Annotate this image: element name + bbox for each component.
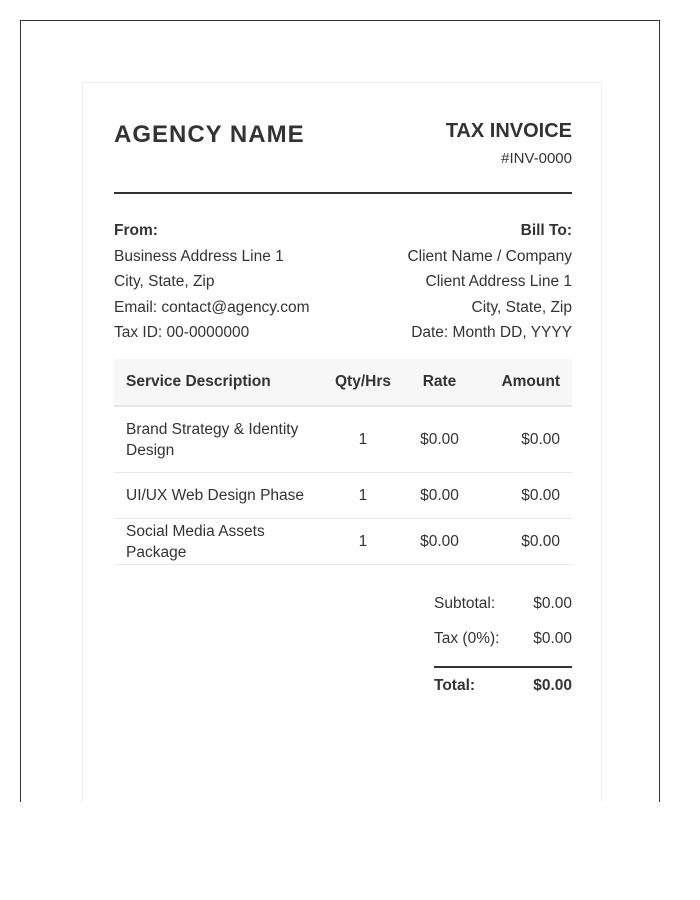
bill-to-address-line: Client Address Line 1 [425,273,572,291]
table-header-row [114,359,572,406]
row-qty: 1 [322,519,405,565]
row-rate: $0.00 [404,519,474,565]
bill-to-city-line: City, State, Zip [471,298,572,316]
subtotal-value: $0.00 [533,595,572,612]
subtotal-label: Subtotal: [434,595,496,612]
row-amount: $0.00 [475,519,572,565]
total-label: Total: [434,677,476,694]
line-items-table [114,359,572,565]
row-qty: 1 [322,406,405,473]
table-row [114,473,572,519]
row-rate: $0.00 [404,473,474,519]
tax-label: Tax (0%): [434,630,500,647]
from-label: From: [114,222,158,239]
bill-to-label: Bill To: [520,222,572,239]
row-amount: $0.00 [475,406,572,473]
document-viewport [20,20,660,802]
row-description: UI/UX Web Design Phase [114,473,322,519]
invoice-header [114,83,572,194]
tax-row [434,619,572,654]
from-address-line: Business Address Line 1 [114,247,284,265]
agency-name: AGENCY NAME [114,121,305,148]
invoice-content [114,83,572,704]
tax-value: $0.00 [533,630,572,647]
subtotal-row [434,584,572,619]
row-description: Brand Strategy & Identity Design [114,406,322,473]
from-block [114,218,310,346]
from-city-line: City, State, Zip [114,273,215,291]
header-service-description: Service Description [114,359,322,406]
table-row [114,406,572,473]
header-amount: Amount [475,359,572,406]
invoice-title: TAX INVOICE [445,120,572,142]
row-amount: $0.00 [475,473,572,519]
table-row [114,519,572,565]
invoice-parties [114,194,572,359]
header-qty-hrs: Qty/Hrs [322,359,405,406]
bill-to-block [407,218,572,346]
bill-to-client-name: Client Name / Company [407,247,572,265]
row-qty: 1 [322,473,405,519]
from-tax-id-line: Tax ID: 00-0000000 [114,324,250,342]
bill-to-date-line: Date: Month DD, YYYY [411,324,572,342]
totals-block [434,584,572,704]
from-email-line: Email: contact@agency.com [114,298,310,316]
invoice-page [82,82,602,802]
invoice-number: #INV-0000 [501,150,572,167]
total-row [434,666,572,704]
row-rate: $0.00 [404,406,474,473]
header-rate: Rate [404,359,474,406]
row-description: Social Media Assets Package [114,519,322,565]
total-value: $0.00 [533,677,572,694]
